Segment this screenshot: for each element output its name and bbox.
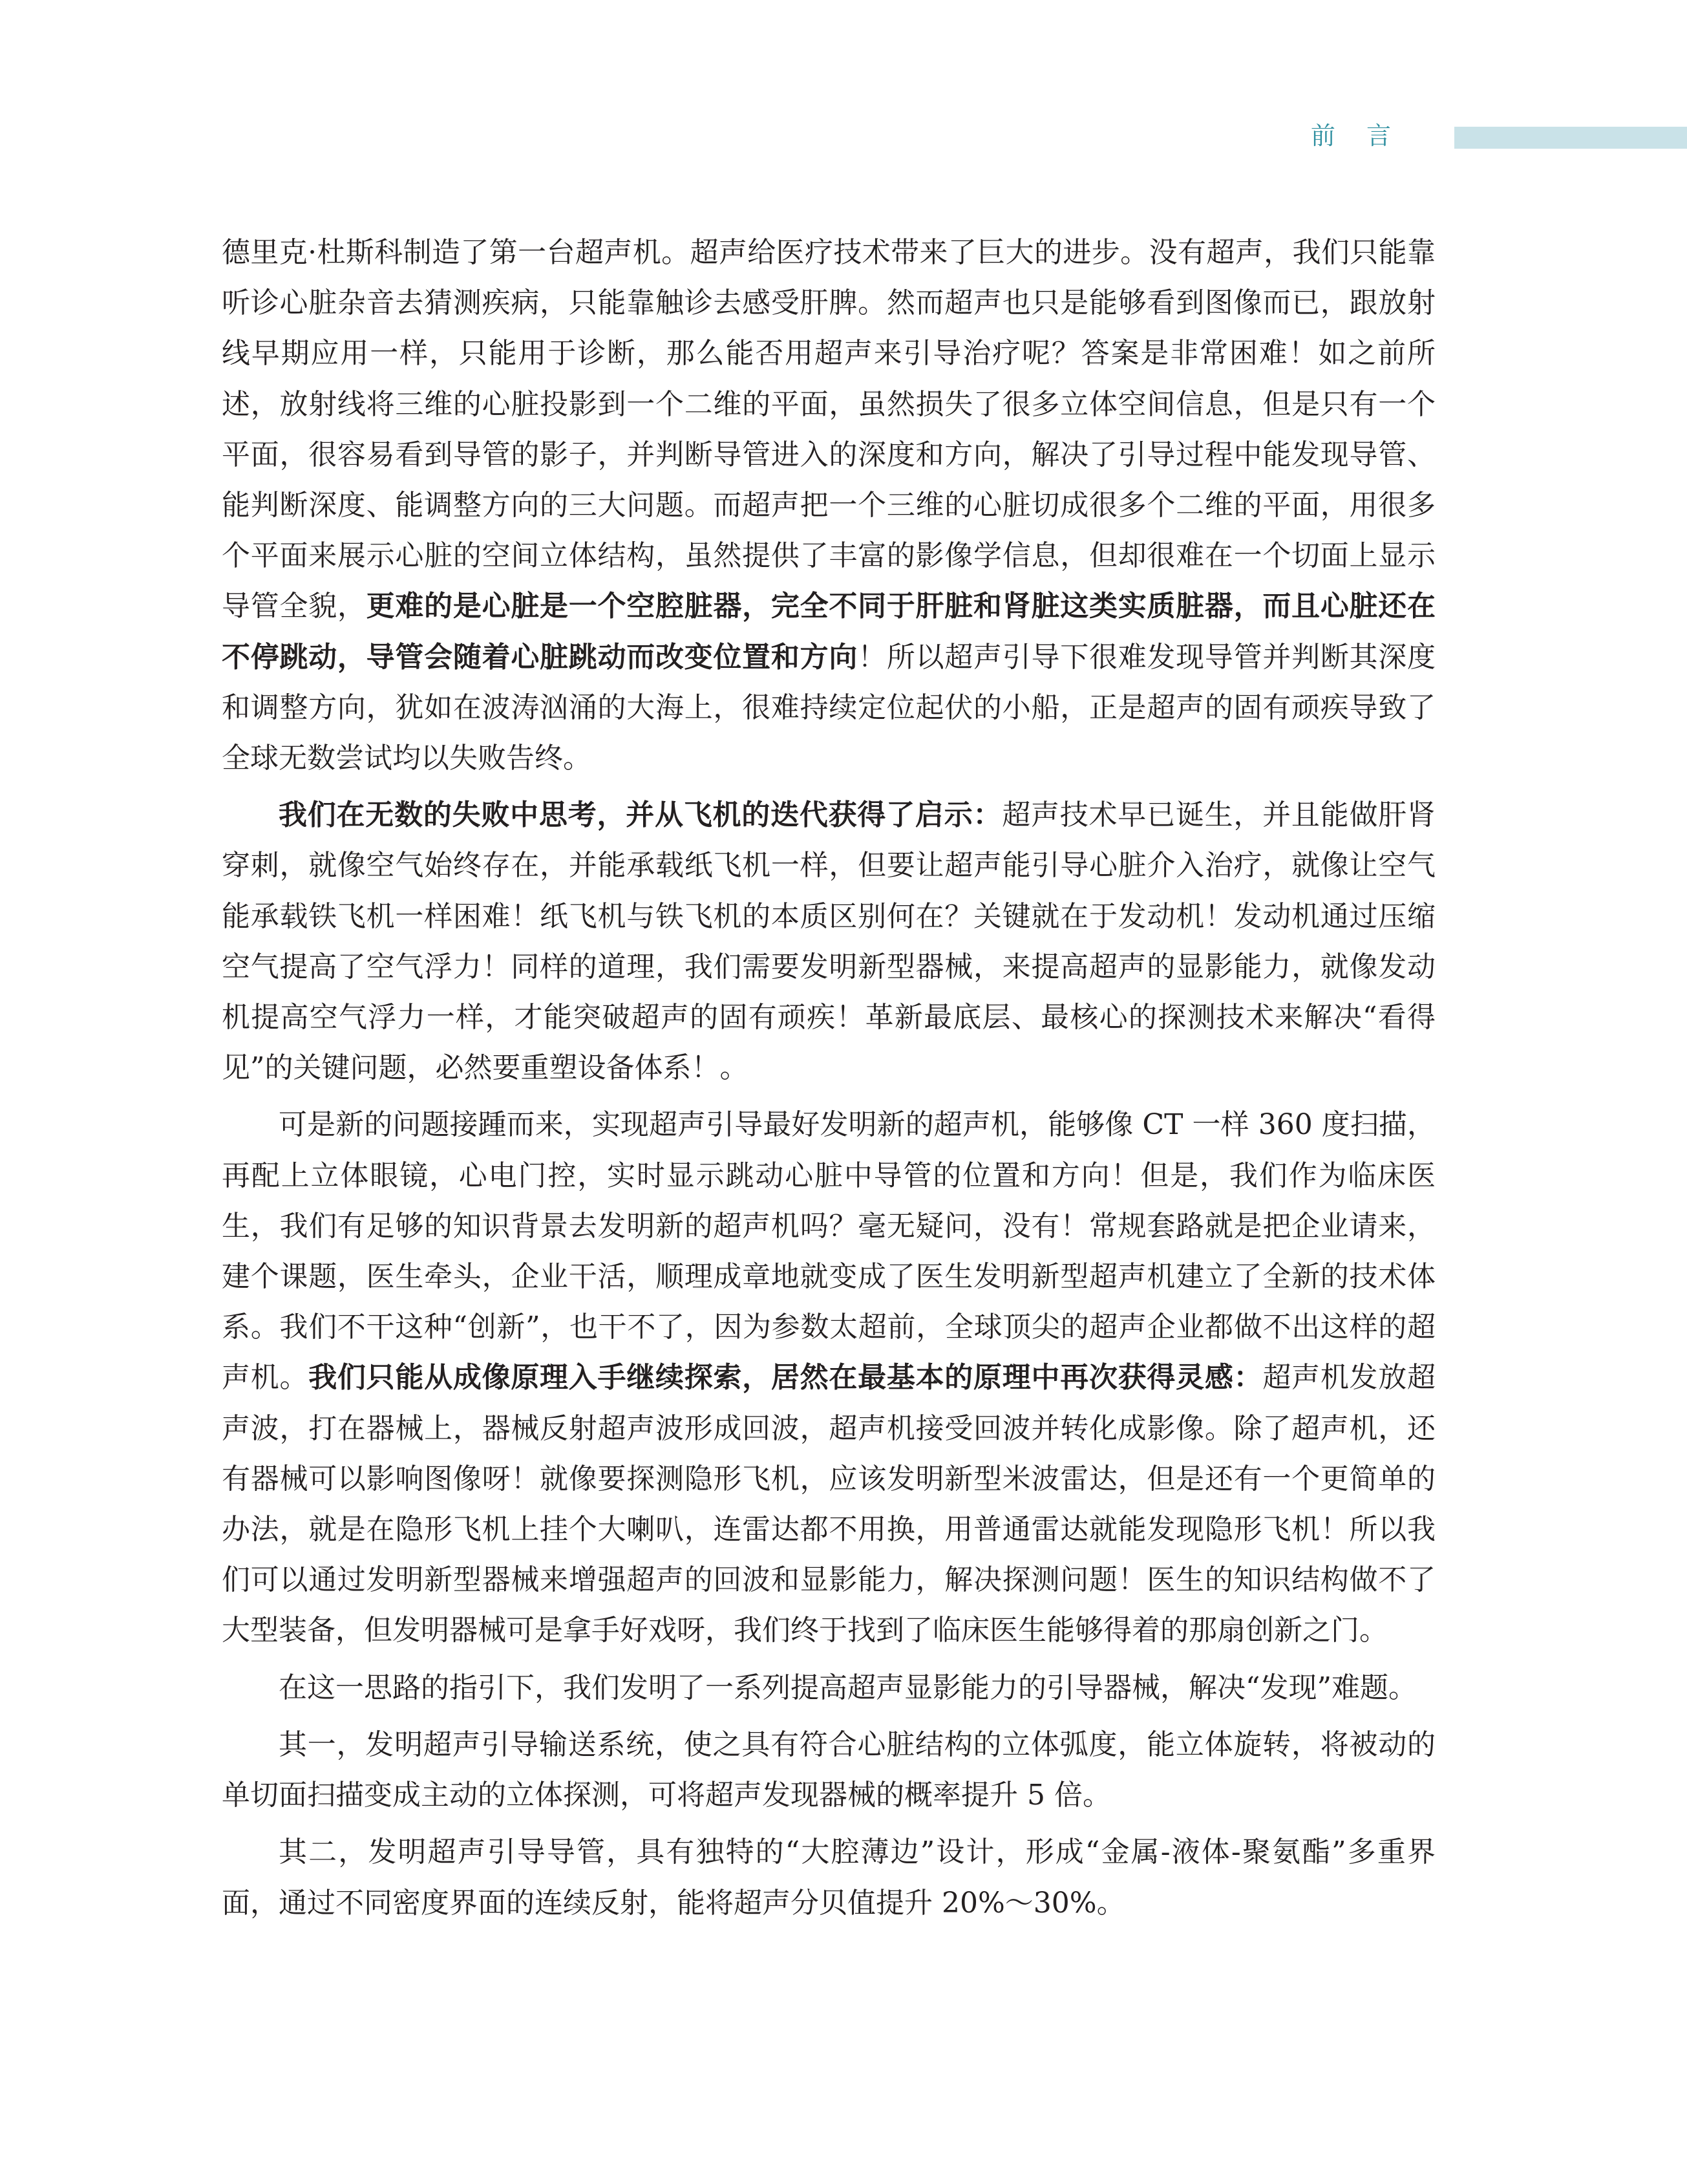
text-run-bold: 我们只能从成像原理入手继续探索，居然在最基本的原理中再次获得灵感： <box>308 1361 1263 1395</box>
text-run: 德里克·杜斯科制造了第一台超声机。超声给医疗技术带来了巨大的进步。没有超声，我们只能靠听诊心脏杂音去猜测疾病，只能靠触诊去感受肝脾。然而超声也只是能够看到图像而已，跟放射线早期应用一样，只能用于诊断，那么能否用超声来引导治疗呢？答案是非常困难！如之前所述，放射线将三维的心脏投影到一个二维的平面，虽然损失了很多立体空间信息，但是只有一个平面，很容易看到导管的影子，并判断导管进入的深度和方向，解决了引导过程中能发现导管、能判断深度、能调整方向的三大问题。而超声把一个三维的心脏切成很多个二维的平面，用很多个平面来展示心脏的空间立体结构，虽然提供了丰富的影像学信息，但却很难在一个切面上显示导管全貌， <box>222 236 1436 623</box>
section-title: 前 言 <box>1310 122 1403 150</box>
paragraph-5 <box>222 1720 1436 1821</box>
paragraph-3 <box>222 1100 1436 1656</box>
header-color-band <box>1454 127 1687 149</box>
page-header <box>0 123 1687 149</box>
paragraph-4 <box>222 1663 1436 1713</box>
text-run: 其一，发明超声引导输送系统，使之具有符合心脏结构的立体弧度，能立体旋转，将被动的单切面扫描变成主动的立体探测，可将超声发现器械的概率提升 5 倍。 <box>222 1728 1436 1812</box>
body-text <box>222 228 1436 1929</box>
paragraph-1 <box>222 228 1436 784</box>
paragraph-2 <box>222 790 1436 1093</box>
paragraph-6 <box>222 1827 1436 1928</box>
text-run: 可是新的问题接踵而来，实现超声引导最好发明新的超声机，能够像 CT 一样 360 度扫描，再配上立体眼镜，心电门控，实时显示跳动心脏中导管的位置和方向！但是，我们作为临床医生，我们有足够的知识背景去发明新的超声机吗？毫无疑问，没有！常规套路就是把企业请来，建个课题，医生牵头，企业干活，顺理成章地就变成了医生发明新型超声机建立了全新的技术体系。我们不干这种“创新”，也干不了，因为参数太超前，全球顶尖的超声企业都做不出这样的超声机。 <box>222 1108 1436 1395</box>
text-run: ！所以超声引导下很难发现导管并判断其深度和调整方向，犹如在波涛汹涌的大海上，很难持续定位起伏的小船，正是超声的固有顽疾导致了全球无数尝试均以失败告终。 <box>222 640 1436 775</box>
text-run: 在这一思路的指引下，我们发明了一系列提高超声显影能力的引导器械，解决“发现”难题。 <box>279 1671 1417 1704</box>
text-run: 超声技术早已诞生，并且能做肝肾穿刺，就像空气始终存在，并能承载纸飞机一样，但要让超声能引导心脏介入治疗，就像让空气能承载铁飞机一样困难！纸飞机与铁飞机的本质区别何在？关键就在于发动机！发动机通过压缩空气提高了空气浮力！同样的道理，我们需要发明新型器械，来提高超声的显影能力，就像发动机提高空气浮力一样，才能突破超声的固有顽疾！革新最底层、最核心的探测技术来解决“看得见”的关键问题，必然要重塑设备体系！。 <box>222 798 1436 1085</box>
text-run-bold: 我们在无数的失败中思考，并从飞机的迭代获得了启示： <box>279 798 1003 832</box>
text-run: 其二，发明超声引导导管，具有独特的“大腔薄边”设计，形成“金属-液体-聚氨酯”多重界面，通过不同密度界面的连续反射，能将超声分贝值提升 20%～30%。 <box>222 1836 1436 1920</box>
text-run-bold: 更难的是心脏是一个空腔脏器，完全不同于肝脏和肾脏这类实质脏器，而且心脏还在不停跳动，导管会随着心脏跳动而改变位置和方向 <box>222 590 1436 674</box>
text-run: 超声机发放超声波，打在器械上，器械反射超声波形成回波，超声机接受回波并转化成影像。除了超声机，还有器械可以影响图像呀！就像要探测隐形飞机，应该发明新型米波雷达，但是还有一个更简单的办法，就是在隐形飞机上挂个大喇叭，连雷达都不用换，用普通雷达就能发现隐形飞机！所以我们可以通过发明新型器械来增强超声的回波和显影能力，解决探测问题！医生的知识结构做不了大型装备，但发明器械可是拿手好戏呀，我们终于找到了临床医生能够得着的那扇创新之门。 <box>222 1361 1436 1647</box>
